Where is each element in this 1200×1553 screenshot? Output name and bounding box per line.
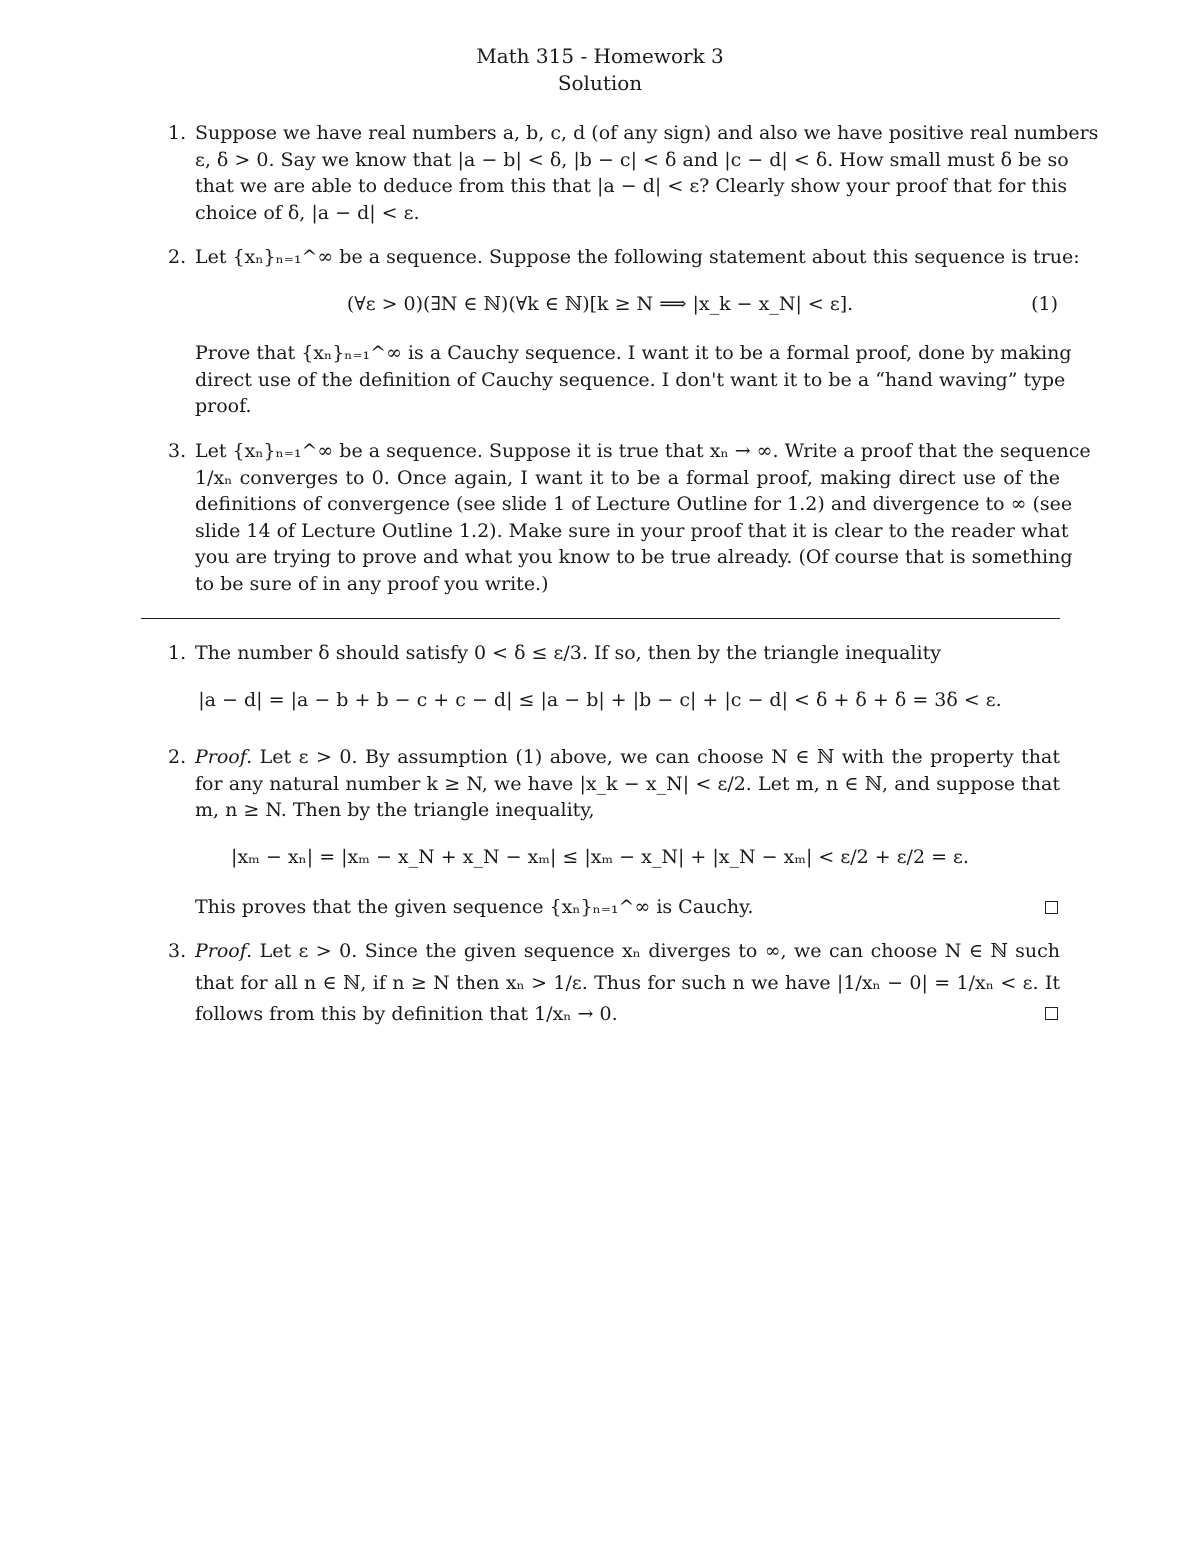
proof-text: Let ε > 0. By assumption (1) above, we can choose N ∈ ℕ with the property that [259,746,1060,768]
display-equation: |a − d| = |a − b + b − c + c − d| ≤ |a − b| + |b − c| + |c − d| < δ + δ + δ = 3δ < ε. [198,689,1002,711]
text-line: slide 14 of Lecture Outline 1.2). Make sure in your proof that it is clear to the reader what [195,519,1069,542]
text-line: definitions of convergence (see slide 1 of Lecture Outline for 1.2) and divergence to ∞ (see [195,493,1073,515]
text-line: for any natural number k ≥ N, we have |x_k − x_N| < ε/2. Let m, n ∈ ℕ, and suppose that [195,772,1060,795]
text-line: Let {xₙ}ₙ₌₁^∞ be a sequence. Suppose it is true that xₙ → ∞. Write a proof that the sequence [195,440,1091,462]
problem-text [195,120,1099,226]
text-line: to be sure of in any proof you write.) [195,572,549,595]
text-line: 1/xₙ converges to 0. Once again, I want it to be a formal proof, making direct use of the [195,466,1060,489]
solution-text [195,744,1060,824]
text-line: proof. [195,395,252,417]
document-subtitle: Solution [557,71,643,95]
document-title: Math 315 - Homework 3 [476,44,724,68]
text-line: Suppose we have real numbers a, b, c, d (of any sign) and also we have positive real numbers [195,122,1099,144]
proof-label: Proof. [195,746,253,768]
solution-text [195,640,1060,667]
text-line: that for all n ∈ ℕ, if n ≥ N then xₙ > 1/ε. Thus for such n we have |1/xₙ − 0| = 1/xₙ < ε. It [195,971,1060,994]
problem-number: 1. [168,122,187,144]
text-line: choice of δ, |a − d| < ε. [195,201,420,224]
text-line: follows from this by definition that 1/xₙ → 0. [195,1002,618,1025]
solution-text [195,938,1060,1027]
solution-number: 2. [168,746,187,768]
text-line: you are trying to prove and what you know to be true already. (Of course that is something [195,546,1073,568]
qed-icon [1045,901,1058,914]
solution-number: 3. [168,940,187,962]
problem-number: 2. [168,246,187,268]
display-equation: (∀ε > 0)(∃N ∈ ℕ)(∀k ∈ ℕ)[k ≥ N ⟹ |x_k − x_N| < ε]. [346,293,854,315]
problem-intro [195,244,1080,271]
text-line: m, n ≥ N. Then by the triangle inequality, [195,799,595,821]
text-line: Prove that {xₙ}ₙ₌₁^∞ is a Cauchy sequence. I want it to be a formal proof, done by making [195,342,1072,364]
display-equation: |xₘ − xₙ| = |xₘ − x_N + x_N − xₘ| ≤ |xₘ − x_N| + |x_N − xₘ| < ε/2 + ε/2 = ε. [231,846,969,868]
equation-number: (1) [1031,293,1058,315]
problem-number: 3. [168,440,187,462]
text-line: The number δ should satisfy 0 < δ ≤ ε/3. If so, then by the triangle inequality [195,642,941,664]
text-line [195,744,1060,771]
text-line: Let {xₙ}ₙ₌₁^∞ be a sequence. Suppose the following statement about this sequence is true: [195,246,1080,268]
text-line: ε, δ > 0. Say we know that |a − b| < δ, |b − c| < δ and |c − d| < δ. How small must δ be so [195,148,1069,171]
proof-label: Proof. [195,940,253,962]
problem-text [195,438,1091,597]
section-divider [141,618,1060,619]
text-line: that we are able to deduce from this that |a − d| < ε? Clearly show your proof that for this [195,175,1068,197]
qed-icon [1045,1007,1058,1020]
problem-text [195,340,1072,420]
text-line [195,938,1060,965]
proof-text: Let ε > 0. Since the given sequence xₙ diverges to ∞, we can choose N ∈ ℕ such [259,940,1060,962]
solution-number: 1. [168,642,187,664]
text-line: direct use of the definition of Cauchy sequence. I don't want it to be a “hand waving” type [195,368,1066,391]
text-line: This proves that the given sequence {xₙ}ₙ₌₁^∞ is Cauchy. [195,896,754,918]
